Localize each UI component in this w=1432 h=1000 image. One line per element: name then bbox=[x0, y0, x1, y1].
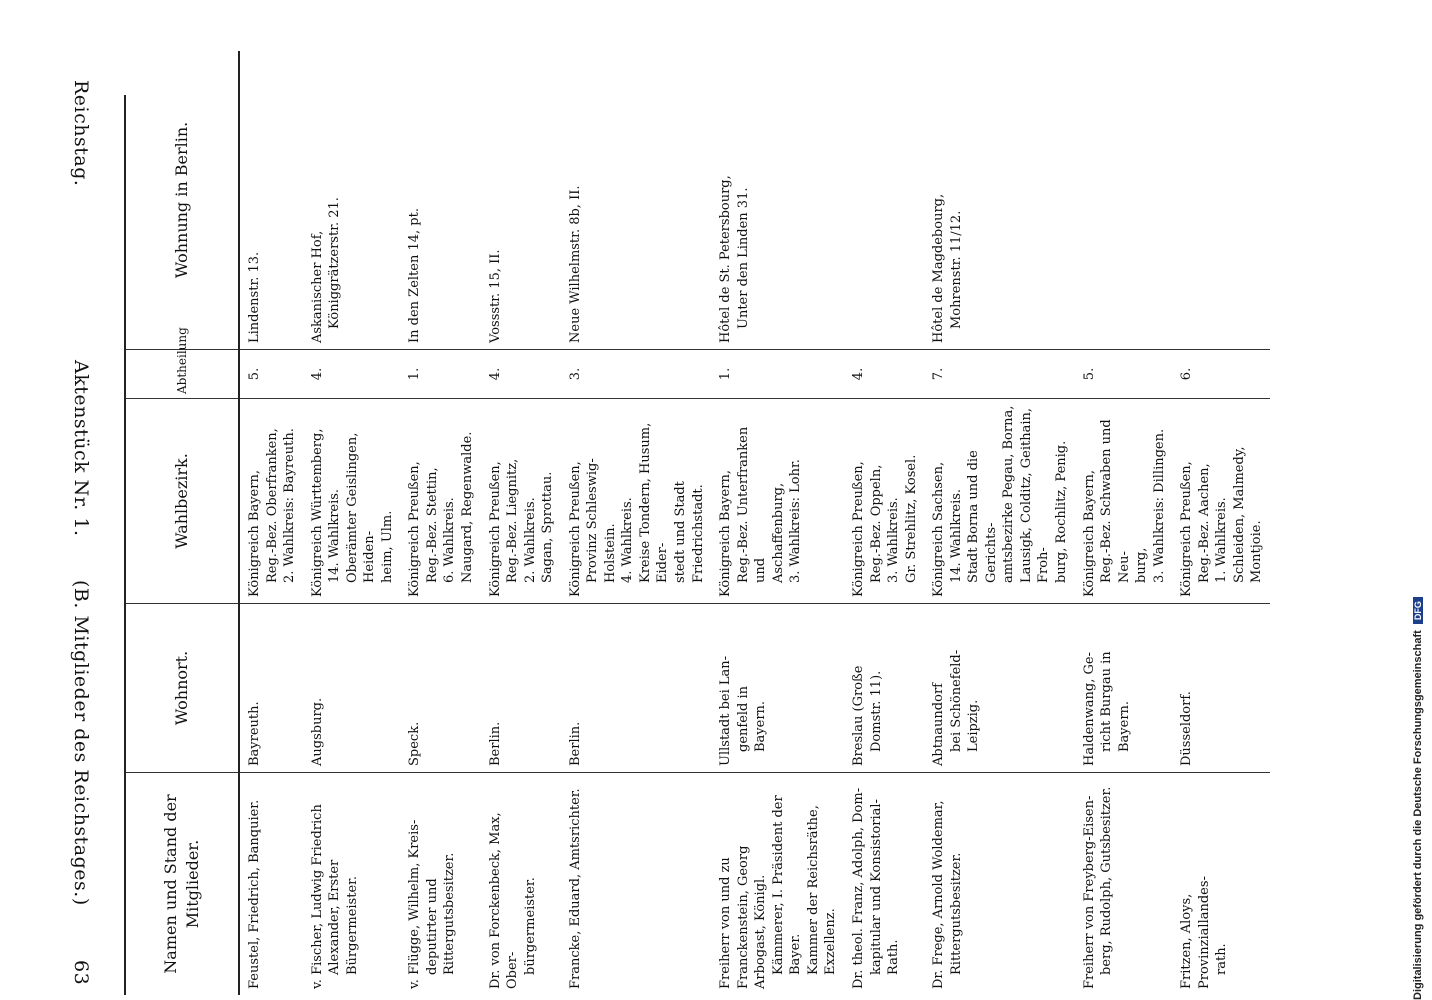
cell-wohnort-line: Leipzig. bbox=[966, 699, 982, 752]
cell-wahlbezirk-line: 14. Wahlkreis. bbox=[948, 488, 964, 583]
cell-name-line: Dr. von Forckenbeck, Max, Ober- bbox=[487, 812, 521, 989]
cell-name-line: Freiherr von Freyberg-Eisen- bbox=[1081, 795, 1097, 989]
col-abtheilung-header: Abtheilung bbox=[126, 350, 239, 399]
cell-berlin-line: Königgrätzerstr. 21. bbox=[327, 197, 343, 329]
cell-wahlbezirk-line: Reg.-Bez. Oberfranken, bbox=[264, 428, 280, 583]
cell-wahlbezirk-line: 14. Wahlkreis. bbox=[327, 488, 343, 583]
cell-wahlbezirk-line: Königreich Sachsen, bbox=[931, 461, 947, 597]
cell-berlin bbox=[303, 51, 401, 350]
cell-wahlbezirk-line: Kreise Tondern, Husum, Eider- bbox=[637, 422, 671, 583]
cell-wahlbezirk bbox=[844, 399, 924, 604]
cell-wohnort-line: bei Schönefeld- bbox=[948, 649, 964, 752]
cell-wahlbezirk bbox=[924, 399, 1074, 604]
cell-name-line: bürgermeister. bbox=[522, 877, 538, 975]
cell-wohnort-line: Bayern. bbox=[1116, 700, 1132, 752]
cell-name-line: Kammer der Reichsräthe, Exzellenz. bbox=[805, 805, 839, 975]
cell-berlin-line: Mohrenstr. 11/12. bbox=[948, 210, 964, 329]
cell-name-line: Freiherr von und zu Franckenstein, Georg Arbogast, Königl. bbox=[718, 845, 769, 989]
cell-wohnort-line: Ullstadt bei Lan- bbox=[718, 655, 734, 766]
cell-berlin bbox=[1075, 51, 1173, 350]
cell-berlin bbox=[711, 51, 844, 350]
cell-berlin bbox=[481, 51, 561, 350]
cell-wahlbezirk-line: 4. Wahlkreis. bbox=[620, 497, 636, 583]
cell-wahlbezirk-line: 1. Wahlkreis. bbox=[1214, 497, 1230, 583]
table-row bbox=[1172, 51, 1270, 995]
cell-wahlbezirk-line: Reg.-Bez. Stettin, bbox=[424, 467, 440, 583]
table-body bbox=[239, 51, 1270, 995]
cell-wahlbezirk-line: Königreich Württemberg, bbox=[309, 428, 325, 597]
cell-wohnort-line: richt Burgau in bbox=[1099, 651, 1115, 752]
cell-berlin bbox=[561, 51, 711, 350]
cell-wohnort bbox=[924, 604, 1074, 773]
cell-abtheilung: 4. bbox=[303, 350, 401, 399]
table-row bbox=[924, 51, 1074, 995]
cell-name-line: rath. bbox=[1214, 943, 1230, 975]
cell-wohnort-line: Augsburg. bbox=[309, 697, 325, 766]
cell-abtheilung: 7. bbox=[924, 350, 1074, 399]
table-row bbox=[561, 51, 711, 995]
cell-wahlbezirk bbox=[239, 399, 303, 604]
cell-name bbox=[400, 773, 480, 996]
cell-abtheilung: 1. bbox=[711, 350, 844, 399]
cell-wahlbezirk-line: Schleiden, Malmedy, Montjoie. bbox=[1231, 446, 1265, 583]
cell-wohnort-line: Haldenwang, Ge- bbox=[1081, 652, 1097, 766]
cell-wohnort bbox=[303, 604, 401, 773]
cell-name bbox=[711, 773, 844, 996]
cell-wohnort-line: Breslau (Große bbox=[850, 665, 866, 766]
cell-wohnort-line: Berlin. bbox=[487, 721, 503, 766]
header-left: Reichstag. bbox=[70, 80, 92, 187]
cell-wahlbezirk-line: Königreich Preußen, bbox=[567, 461, 583, 597]
cell-wohnort bbox=[1075, 604, 1173, 773]
cell-name-line: Francke, Eduard, Amtsrichter. bbox=[567, 788, 583, 989]
cell-wahlbezirk-line: burg, bbox=[1134, 547, 1150, 583]
cell-name-line: berg, Rudolph, Gutsbesitzer. bbox=[1099, 786, 1115, 975]
table-row bbox=[481, 51, 561, 995]
dfg-credit bbox=[1412, 0, 1432, 1000]
cell-wohnort-line: Abtnaundorf bbox=[931, 683, 947, 766]
cell-abtheilung: 5. bbox=[1075, 350, 1173, 399]
cell-wahlbezirk-line: Reg.-Bez. Schwaben und Neu- bbox=[1099, 419, 1132, 583]
header-paren: (B. Mitglieder des Reichstages.) bbox=[70, 580, 92, 906]
cell-name bbox=[239, 773, 303, 996]
cell-berlin-line: Hôtel de Magdebourg, bbox=[931, 193, 947, 343]
header-middle: Aktenstück Nr. 1. bbox=[70, 360, 92, 537]
cell-wahlbezirk-line: burg, Rochlitz, Penig. bbox=[1053, 440, 1069, 583]
cell-wahlbezirk bbox=[481, 399, 561, 604]
cell-wohnort-line: Berlin. bbox=[567, 721, 583, 766]
cell-abtheilung: 6. bbox=[1172, 350, 1270, 399]
table-row bbox=[1075, 51, 1173, 995]
cell-berlin-line: Vossstr. 15, II. bbox=[487, 249, 503, 343]
cell-wahlbezirk-line: 3. Wahlkreis. bbox=[886, 497, 902, 583]
col-name-header: Namen und Stand der Mitglieder. bbox=[126, 773, 239, 996]
cell-wahlbezirk-line: 3. Wahlkreis: Lohr. bbox=[788, 459, 804, 583]
cell-name-line: Kämmerer, I. Präsident der Bayer. bbox=[770, 795, 804, 975]
cell-berlin-line: In den Zelten 14, pt. bbox=[407, 208, 423, 343]
cell-berlin-line: Hôtel de St. Petersbourg, bbox=[718, 175, 734, 343]
cell-wahlbezirk-line: stedt und Stadt Friedrichstadt. bbox=[673, 481, 706, 583]
cell-abtheilung: 1. bbox=[400, 350, 480, 399]
cell-abtheilung: 5. bbox=[239, 350, 303, 399]
cell-wahlbezirk-line: heim, Ulm. bbox=[379, 510, 395, 583]
cell-wahlbezirk bbox=[711, 399, 844, 604]
cell-wahlbezirk-line: Königreich Bayern, bbox=[718, 470, 734, 597]
cell-wohnort bbox=[239, 604, 303, 773]
cell-abtheilung: 4. bbox=[844, 350, 924, 399]
cell-berlin bbox=[239, 51, 303, 350]
cell-wahlbezirk bbox=[400, 399, 480, 604]
cell-wahlbezirk bbox=[1172, 399, 1270, 604]
cell-wohnort bbox=[711, 604, 844, 773]
cell-wahlbezirk-line: Naugard, Regenwalde. bbox=[460, 431, 476, 583]
cell-berlin bbox=[924, 51, 1074, 350]
cell-wahlbezirk-line: Königreich Bayern, bbox=[247, 470, 262, 597]
cell-wohnort bbox=[844, 604, 924, 773]
cell-wohnort-line: Speck. bbox=[407, 721, 423, 766]
members-table-wrap bbox=[126, 95, 1302, 995]
cell-name bbox=[481, 773, 561, 996]
cell-wohnort-line: Domstr. 11). bbox=[868, 670, 884, 752]
cell-wahlbezirk-line: Provinz Schleswig-Holstein. bbox=[585, 458, 618, 583]
cell-name bbox=[561, 773, 711, 996]
cell-wohnort-line: Bayreuth. bbox=[247, 701, 262, 766]
cell-wahlbezirk-line: Königreich Bayern, bbox=[1081, 470, 1097, 597]
cell-berlin bbox=[844, 51, 924, 350]
cell-name bbox=[844, 773, 924, 996]
members-table bbox=[126, 51, 1270, 995]
col-wohnort-header: Wohnort. bbox=[126, 604, 239, 773]
cell-wahlbezirk bbox=[1075, 399, 1173, 604]
cell-name-line: Rittergutsbesitzer. bbox=[948, 852, 964, 975]
col-wahlbezirk-header: Wahlbezirk. bbox=[126, 399, 239, 604]
cell-berlin-line: Askanischer Hof, bbox=[309, 230, 325, 343]
cell-name bbox=[924, 773, 1074, 996]
cell-name-line: kapitular und Konsistorial-Rath. bbox=[868, 799, 902, 975]
table-row bbox=[400, 51, 480, 995]
cell-wohnort bbox=[481, 604, 561, 773]
cell-wohnort-line: genfeld in bbox=[735, 685, 751, 752]
cell-name bbox=[1172, 773, 1270, 996]
cell-wahlbezirk-line: 6. Wahlkreis. bbox=[442, 497, 458, 583]
page-number: 63 bbox=[70, 960, 92, 986]
cell-berlin-line: Neue Wilhelmstr. 8b, II. bbox=[567, 185, 583, 343]
dfg-credit-text: Digitalisierung gefördert durch die Deutsche Forschungsgemeinschaft bbox=[1412, 630, 1424, 1000]
cell-wahlbezirk-line: 2. Wahlkreis. bbox=[522, 497, 538, 583]
cell-wahlbezirk-line: Königreich Preußen, bbox=[407, 461, 423, 597]
cell-wohnort-line: Bayern. bbox=[753, 700, 769, 752]
cell-berlin-line: Lindenstr. 13. bbox=[247, 251, 262, 343]
table-header-row bbox=[126, 51, 239, 995]
cell-name-line: Feustel, Friedrich, Banquier. bbox=[247, 799, 262, 989]
cell-name-line: Fritzen, Aloys, Provinziallandes- bbox=[1179, 876, 1212, 989]
cell-wohnort bbox=[400, 604, 480, 773]
cell-wahlbezirk-line: Reg.-Bez. Liegnitz, bbox=[505, 458, 521, 583]
cell-wahlbezirk bbox=[561, 399, 711, 604]
dfg-logo: DFG bbox=[1413, 597, 1423, 624]
cell-wahlbezirk-line: Reg.-Bez. Unterfranken und bbox=[735, 426, 769, 583]
running-header bbox=[32, 60, 92, 1000]
cell-name bbox=[303, 773, 401, 996]
cell-name bbox=[1075, 773, 1173, 996]
cell-name-line: Dr. Frege, Arnold Woldemar, bbox=[931, 800, 947, 989]
cell-wahlbezirk-line: Gr. Strehlitz, Kosel. bbox=[903, 454, 919, 583]
cell-berlin-line: Unter den Linden 31. bbox=[735, 187, 751, 329]
cell-wahlbezirk-line: Königreich Preußen, bbox=[487, 461, 503, 597]
table-row bbox=[844, 51, 924, 995]
cell-wahlbezirk-line: 2. Wahlkreis: Bayreuth. bbox=[282, 428, 298, 583]
cell-wohnort bbox=[1172, 604, 1270, 773]
cell-wahlbezirk-line: Lausigk, Colditz, Geithain, Froh- bbox=[1018, 407, 1052, 583]
cell-name-line: Dr. theol. Franz, Adolph, Dom- bbox=[850, 787, 866, 989]
cell-wahlbezirk-line: Stadt Borna und die Gerichts- bbox=[966, 450, 999, 583]
cell-name-line: deputirter und Rittergutsbesitzer. bbox=[424, 852, 458, 975]
cell-wahlbezirk-line: Königreich Preußen, bbox=[1179, 461, 1195, 597]
cell-wahlbezirk-line: Königreich Preußen, bbox=[850, 461, 866, 597]
cell-wahlbezirk-line: Reg.-Bez. Oppeln, bbox=[868, 464, 884, 583]
cell-name-line: Alexander, Erster Bürgermeister. bbox=[327, 859, 360, 975]
cell-berlin bbox=[1172, 51, 1270, 350]
table-row bbox=[711, 51, 844, 995]
cell-abtheilung: 4. bbox=[481, 350, 561, 399]
cell-wohnort-line: Düsseldorf. bbox=[1179, 691, 1195, 766]
cell-berlin bbox=[400, 51, 480, 350]
cell-wahlbezirk-line: amtsbezirke Pegau, Borna, bbox=[1001, 405, 1017, 583]
cell-name-line: v. Fischer, Ludwig Friedrich bbox=[309, 804, 325, 989]
cell-wahlbezirk-line: Aschaffenburg, bbox=[770, 482, 786, 583]
cell-wahlbezirk-line: Oberämter Geislingen, Heiden- bbox=[344, 432, 378, 583]
cell-wahlbezirk-line: Sagan, Sprottau. bbox=[540, 471, 556, 583]
cell-name-line: v. Flügge, Wilhelm, Kreis- bbox=[407, 819, 423, 989]
table-row bbox=[303, 51, 401, 995]
cell-wahlbezirk-line: Reg.-Bez. Aachen, bbox=[1196, 463, 1212, 583]
col-berlin-header: Wohnung in Berlin. bbox=[126, 51, 239, 350]
cell-wahlbezirk-line: 3. Wahlkreis: Dillingen. bbox=[1151, 428, 1167, 583]
table-row bbox=[239, 51, 303, 995]
cell-wahlbezirk bbox=[303, 399, 401, 604]
cell-abtheilung: 3. bbox=[561, 350, 711, 399]
cell-wohnort bbox=[561, 604, 711, 773]
